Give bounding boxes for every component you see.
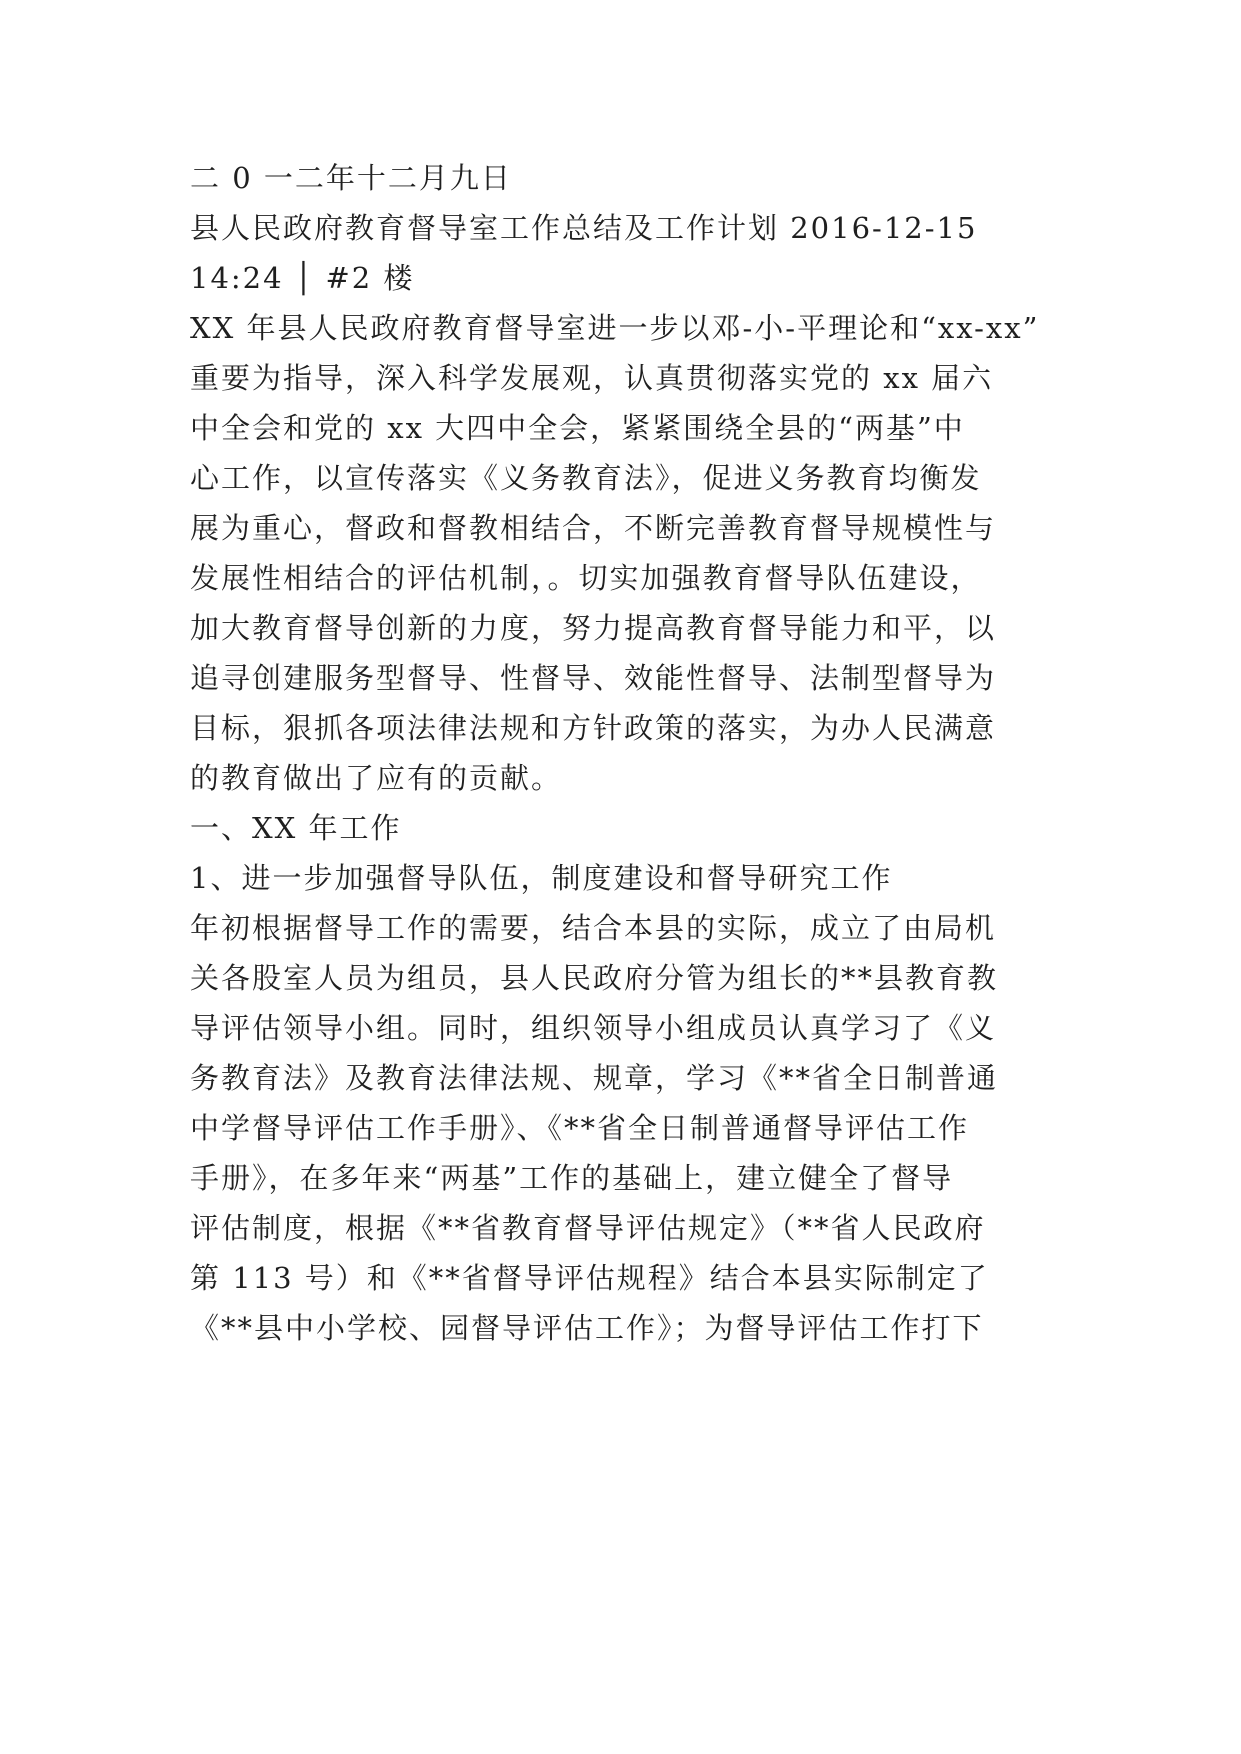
paragraph-line: 的教育做出了应有的贡献。 bbox=[190, 761, 563, 795]
paragraph-line: 加大教育督导创新的力度，努力提高教育督导能力和平，以 bbox=[190, 611, 997, 645]
paragraph-line: 发展性相结合的评估机制，。切实加强教育督导队伍建设， bbox=[190, 561, 982, 595]
paragraph-line: 关各股室人员为组员，县人民政府分管为组长的**县教育教 bbox=[190, 961, 999, 995]
paragraph-line: 导评估领导小组。同时，组织领导小组成员认真学习了《义 bbox=[190, 1011, 997, 1045]
paragraph-line: XX 年县人民政府教育督导室进一步以邓-小-平理论和“xx-xx” bbox=[190, 311, 1040, 345]
paragraph-line: 中全会和党的 xx 大四中全会，紧紧围绕全县的“两基”中 bbox=[190, 411, 965, 445]
paragraph-line: 年初根据督导工作的需要，结合本县的实际，成立了由局机 bbox=[190, 911, 997, 945]
paragraph-line: 第 113 号）和《**省督导评估规程》结合本县实际制定了 bbox=[190, 1261, 989, 1295]
paragraph-line: 务教育法》及教育法律法规、规章，学习《**省全日制普通 bbox=[190, 1061, 999, 1095]
title-line: 县人民政府教育督导室工作总结及工作计划 2016-12-15 bbox=[190, 211, 978, 245]
post-meta-line: 14:24 │ #2 楼 bbox=[190, 261, 415, 295]
subsection-heading: 1、进一步加强督导队伍，制度建设和督导研究工作 bbox=[190, 861, 893, 895]
paragraph-line: 展为重心，督政和督教相结合，不断完善教育督导规模性与 bbox=[190, 511, 997, 545]
paragraph-line: 评估制度，根据《**省教育督导评估规定》（**省人民政府 bbox=[190, 1211, 986, 1245]
section-heading: 一、XX 年工作 bbox=[190, 811, 402, 845]
date-line: 二 0 一二年十二月九日 bbox=[190, 161, 512, 195]
paragraph-line: 重要为指导，深入科学发展观，认真贯彻落实党的 xx 届六 bbox=[190, 361, 994, 395]
paragraph-line: 目标，狠抓各项法律法规和方针政策的落实，为办人民满意 bbox=[190, 711, 997, 745]
paragraph-line: 《**县中小学校、园督导评估工作》；为督导评估工作打下 bbox=[190, 1311, 984, 1345]
paragraph-line: 追寻创建服务型督导、性督导、效能性督导、法制型督导为 bbox=[190, 661, 997, 695]
paragraph-line: 手册》，在多年来“两基”工作的基础上，建立健全了督导 bbox=[190, 1161, 954, 1195]
paragraph-line: 心工作，以宣传落实《义务教育法》，促进义务教育均衡发 bbox=[190, 461, 982, 495]
paragraph-line: 中学督导评估工作手册》、《**省全日制普通督导评估工作 bbox=[190, 1111, 970, 1145]
